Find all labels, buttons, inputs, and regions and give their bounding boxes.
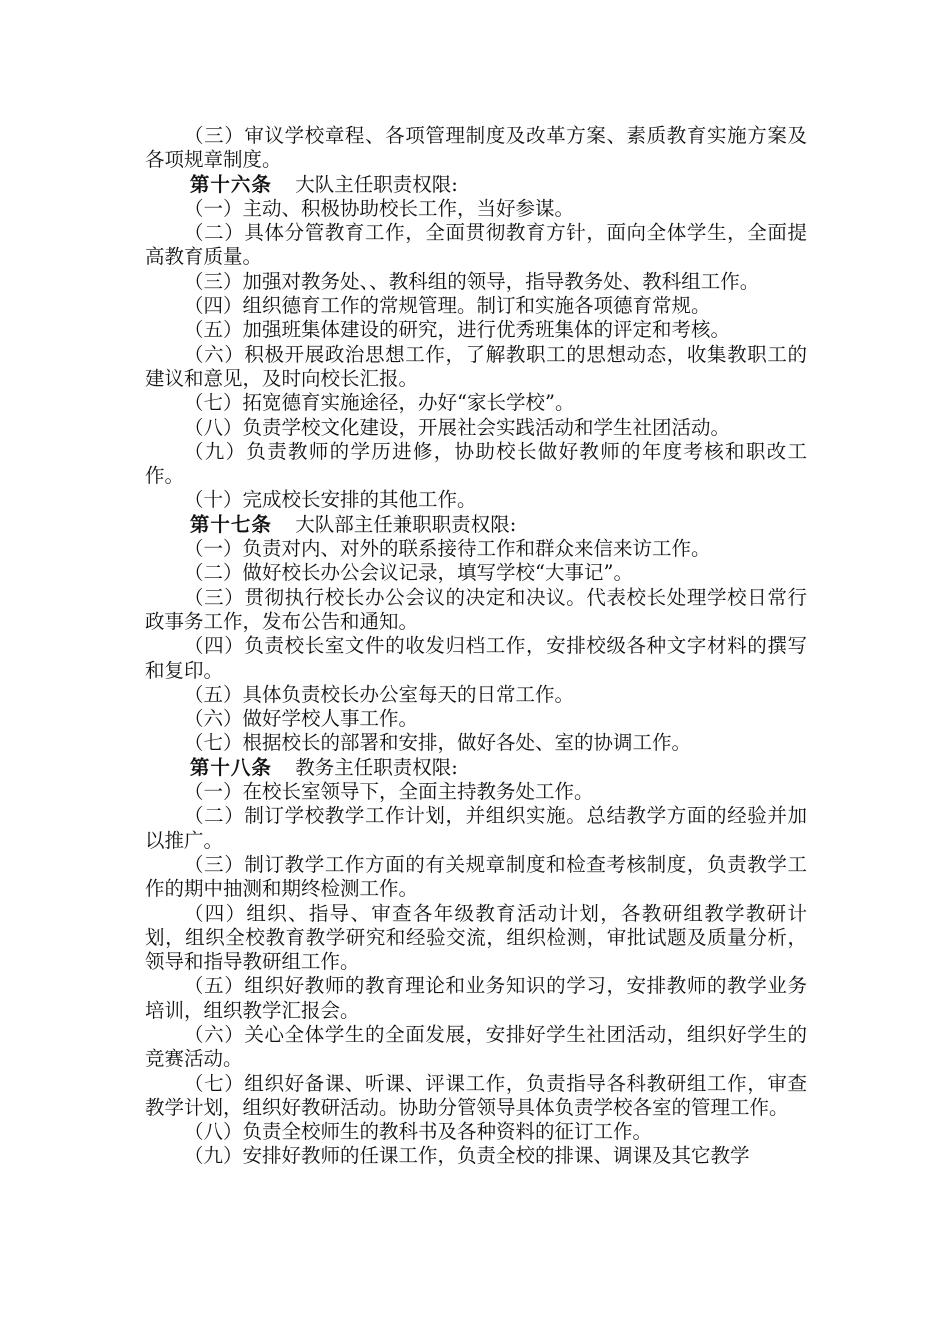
paragraph: （六）做好学校人事工作。 <box>184 707 419 731</box>
paragraph: （三）审议学校章程、各项管理制度及改革方案、素质教育实施方案及各项规章制度。 <box>145 124 807 172</box>
paragraph: （九）安排好教师的任课工作，负责全校的排课、调课及其它教学 <box>184 1144 750 1168</box>
paragraph: （一）在校长室领导下，全面主持教务处工作。 <box>184 780 594 804</box>
paragraph: （七）组织好备课、听课、评课工作，负责指导各科教研组工作，审查教学计划，组织好教研活动。协助分管领导具体负责学校各室的管理工作。 <box>145 1071 807 1119</box>
paragraph: （七）拓宽德育实施途径，办好“家长学校”。 <box>184 391 575 415</box>
article-heading <box>145 513 807 537</box>
paragraph: （八）负责学校文化建设，开展社会实践活动和学生社团活动。 <box>184 415 731 439</box>
paragraph: （二）做好校长办公会议记录，填写学校“大事记”。 <box>184 561 633 585</box>
article-number: 第十七条 <box>189 512 272 536</box>
paragraph: （四）负责校长室文件的收发归档工作，安排校级各种文字材料的撰写和复印。 <box>145 634 807 682</box>
paragraph: （二）具体分管教育工作，全面贯彻教育方针，面向全体学生，全面提高教育质量。 <box>145 221 807 269</box>
paragraph: （五）具体负责校长办公室每天的日常工作。 <box>184 682 575 706</box>
paragraph: （六）积极开展政治思想工作，了解教职工的思想动态，收集教职工的建议和意见，及时向校长汇报。 <box>145 342 807 390</box>
article-number: 第十六条 <box>189 172 272 196</box>
article-heading <box>145 173 807 197</box>
paragraph: （一）主动、积极协助校长工作，当好参谋。 <box>184 196 575 220</box>
paragraph: （四）组织、指导、审查各年级教育活动计划，各教研组教学教研计划，组织全校教育教学研究和经验交流，组织检测，审批试题及质量分析，领导和指导教研组工作。 <box>145 901 807 974</box>
article-number: 第十八条 <box>189 755 272 779</box>
paragraph: （七）根据校长的部署和安排，做好各处、室的协调工作。 <box>184 731 692 755</box>
article-title: 大队部主任兼职职责权限: <box>295 512 517 536</box>
paragraph: （五）组织好教师的教育理论和业务知识的学习，安排教师的教学业务培训，组织教学汇报会。 <box>145 974 807 1022</box>
article-title: 教务主任职责权限: <box>295 755 458 779</box>
paragraph: （八）负责全校师生的教科书及各种资料的征订工作。 <box>184 1120 653 1144</box>
paragraph: （九）负责教师的学历进修，协助校长做好教师的年度考核和职改工作。 <box>145 439 807 488</box>
article-title: 大队主任职责权限: <box>295 172 458 196</box>
paragraph: （十）完成校长安排的其他工作。 <box>184 488 477 512</box>
paragraph: （六）关心全体学生的全面发展，安排好学生社团活动，组织好学生的竞赛活动。 <box>145 1022 807 1071</box>
paragraph: （五）加强班集体建设的研究，进行优秀班集体的评定和考核。 <box>184 318 731 342</box>
article-heading <box>145 756 807 780</box>
document-body <box>145 124 807 1169</box>
paragraph: （三）贯彻执行校长办公会议的决定和决议。代表校长处理学校日常行政事务工作，发布公告和通知。 <box>145 585 807 633</box>
paragraph: （二）制订学校教学工作计划，并组织实施。总结教学方面的经验并加以推广。 <box>145 804 807 852</box>
paragraph: （一）负责对内、对外的联系接待工作和群众来信来访工作。 <box>184 537 711 561</box>
paragraph: （四）组织德育工作的常规管理。制订和实施各项德育常规。 <box>184 294 711 318</box>
paragraph: （三）加强对教务处、、教科组的领导，指导教务处、教科组工作。 <box>184 269 760 293</box>
paragraph: （三）制订教学工作方面的有关规章制度和检查考核制度，负责教学工作的期中抽测和期终检测工作。 <box>145 852 807 901</box>
